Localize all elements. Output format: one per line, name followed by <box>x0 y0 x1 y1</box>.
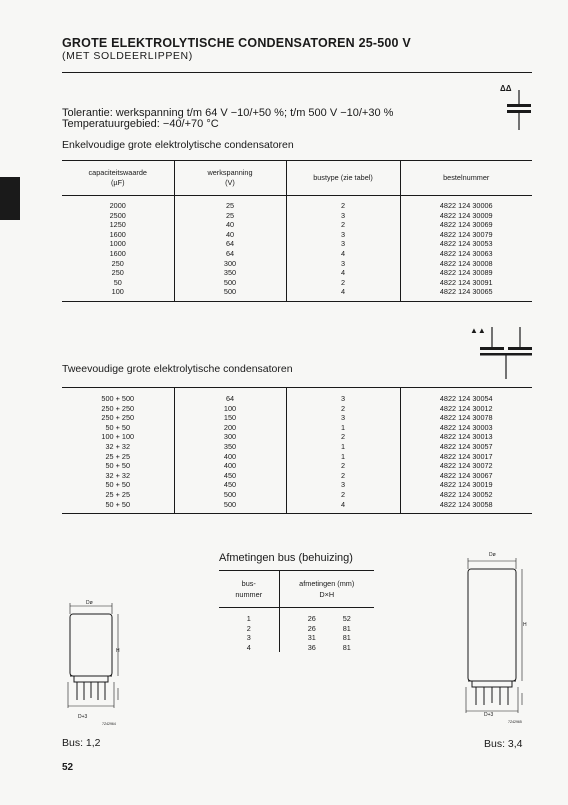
table-cell: 300 <box>174 432 286 442</box>
table-row <box>62 490 532 500</box>
table-cell: 64 <box>174 249 286 259</box>
table-cell: 2 <box>286 278 400 288</box>
table-cell: 50 + 50 <box>105 461 131 471</box>
table-cell: 350 <box>174 268 286 278</box>
table-row <box>62 480 532 490</box>
left-bus-label: Bus: 1,2 <box>62 737 101 749</box>
right-drawing-code: 7Z42965 <box>508 720 522 724</box>
table-row <box>219 624 374 634</box>
table-cell <box>279 643 374 653</box>
section-tab-marker <box>0 177 20 220</box>
table-row <box>62 239 532 249</box>
table-cell: 50 + 50 <box>105 499 131 509</box>
double-polarity-marks: ▲▲ <box>470 326 486 335</box>
table-cell: 3 <box>286 230 400 240</box>
col-busnumber: bus- nummer <box>219 571 279 608</box>
dim-h: 81 <box>342 633 351 643</box>
table-cell: 2 <box>286 404 400 414</box>
table-cell: 2 <box>286 196 400 211</box>
table-cell: 32 + 32 <box>105 441 131 451</box>
table-row <box>219 643 374 653</box>
table-row <box>62 268 532 278</box>
table-cell: 500 + 500 <box>101 394 135 403</box>
table-cell: 4822 124 30058 <box>400 500 532 514</box>
left-d-label: Dø <box>86 600 93 606</box>
table-cell: 3 <box>246 633 251 643</box>
table-cell: 50 + 50 <box>105 422 131 432</box>
table-cell: 250 <box>111 268 124 278</box>
table-cell: 4 <box>286 249 400 259</box>
col-dimensions: afmetingen (mm) D×H <box>279 571 374 608</box>
table-cell: 250 + 250 <box>101 403 135 413</box>
table-cell: 500 <box>174 500 286 514</box>
single-capacitor-table <box>62 160 532 302</box>
table-cell: 1000 <box>109 239 126 249</box>
double-capacitor-table <box>62 387 532 514</box>
table-cell: 100 <box>111 287 124 297</box>
table-row <box>62 500 532 514</box>
table-cell: 40 <box>174 230 286 240</box>
table-cell: 250 + 250 <box>101 413 135 423</box>
table-cell: 50 <box>113 277 122 287</box>
right-bus-label: Bus: 3,4 <box>484 738 523 750</box>
table-cell: 4822 124 30069 <box>400 220 532 230</box>
table-cell: 1600 <box>109 229 126 239</box>
table-row <box>62 404 532 414</box>
table-cell: 64 <box>174 239 286 249</box>
table-cell: 4822 124 30067 <box>400 471 532 481</box>
table-row <box>62 287 532 301</box>
table-row <box>62 278 532 288</box>
table-cell: 4822 124 30079 <box>400 230 532 240</box>
page-subtitle: (MET SOLDEERLIPPEN) <box>62 50 193 62</box>
left-h-label: H <box>116 648 120 654</box>
table-row <box>62 388 532 404</box>
table-cell: 4 <box>246 642 251 652</box>
table-cell: 450 <box>174 480 286 490</box>
tolerance-spec: Tolerantie: werkspanning t/m 64 V −10/+50 %; t/m 500 V −10/+30 % <box>62 107 394 119</box>
table-cell: 4822 124 30017 <box>400 452 532 462</box>
right-h-label: H <box>523 622 527 628</box>
table-cell: 1250 <box>109 220 126 230</box>
temperature-spec: Temperatuurgebied: −40/+70 °C <box>62 118 219 130</box>
table-row <box>219 633 374 643</box>
table-cell: 450 <box>174 471 286 481</box>
table-cell: 4822 124 30013 <box>400 432 532 442</box>
dimensions-title: Afmetingen bus (behuizing) <box>219 552 353 564</box>
table-cell: 4822 124 30009 <box>400 211 532 221</box>
table-cell: 50 + 50 <box>105 480 131 490</box>
page-title: GROTE ELEKTROLYTISCHE CONDENSATOREN 25-500 V <box>62 36 411 50</box>
double-section-title: Tweevoudige grote elektrolytische condensatoren <box>62 363 293 375</box>
dim-h: 81 <box>342 642 351 652</box>
table-row <box>219 608 374 624</box>
table-cell: 2 <box>286 490 400 500</box>
table-cell: 25 <box>174 196 286 211</box>
table-cell: 4822 124 30063 <box>400 249 532 259</box>
table-cell: 4 <box>286 500 400 514</box>
table-row <box>62 220 532 230</box>
single-capacitor-symbol-icon <box>505 90 535 130</box>
table-row <box>62 452 532 462</box>
table-cell: 500 <box>174 278 286 288</box>
dim-h: 52 <box>342 614 351 623</box>
dim-h: 81 <box>342 623 351 633</box>
bus-3-4-drawing <box>462 555 542 735</box>
double-capacitor-symbol-icon <box>478 327 534 379</box>
table-row <box>62 230 532 240</box>
table-cell <box>279 624 374 634</box>
table-cell: 500 <box>174 287 286 301</box>
table-cell: 4 <box>286 268 400 278</box>
table-cell: 4822 124 30089 <box>400 268 532 278</box>
table-cell: 25 <box>174 211 286 221</box>
table-cell: 4822 124 30065 <box>400 287 532 301</box>
col-capacity: capaciteitswaarde (µF) <box>62 161 174 196</box>
table-row <box>62 432 532 442</box>
table-cell: 3 <box>286 211 400 221</box>
table-cell: 4822 124 30057 <box>400 442 532 452</box>
right-d3-label: D+3 <box>484 712 494 718</box>
table-cell: 3 <box>286 239 400 249</box>
table-row <box>62 211 532 221</box>
col-bustype: bustype (zie tabel) <box>286 161 400 196</box>
table-cell: 4822 124 30053 <box>400 239 532 249</box>
table-row <box>62 461 532 471</box>
table-cell: 1600 <box>109 248 126 258</box>
table-cell: 2 <box>286 432 400 442</box>
table-cell: 400 <box>174 461 286 471</box>
left-drawing-code: 7Z42964 <box>102 722 116 726</box>
left-d3-label: D+3 <box>78 714 88 720</box>
table-cell: 3 <box>286 259 400 269</box>
title-divider <box>62 72 532 73</box>
table-cell: 500 <box>174 490 286 500</box>
table-cell: 1 <box>286 442 400 452</box>
table-cell: 4822 124 30019 <box>400 480 532 490</box>
table-cell: 25 + 25 <box>105 489 131 499</box>
right-d-label: Dø <box>489 552 496 558</box>
table-cell: 4822 124 30052 <box>400 490 532 500</box>
table-cell: 4822 124 30012 <box>400 404 532 414</box>
table-cell: 3 <box>286 388 400 404</box>
table-cell: 350 <box>174 442 286 452</box>
table-cell: 2000 <box>109 201 126 210</box>
table-cell: 4822 124 30091 <box>400 278 532 288</box>
table-cell: 4 <box>286 287 400 301</box>
table-cell: 300 <box>174 259 286 269</box>
table-cell: 4822 124 30006 <box>400 196 532 211</box>
table-cell: 4822 124 30003 <box>400 423 532 433</box>
table-row <box>62 471 532 481</box>
table-cell: 1 <box>286 423 400 433</box>
table-cell: 1 <box>286 452 400 462</box>
table-cell: 150 <box>174 413 286 423</box>
table-cell: 100 + 100 <box>101 432 135 442</box>
table-cell: 2 <box>286 471 400 481</box>
table-cell: 40 <box>174 220 286 230</box>
page-number: 52 <box>62 762 74 773</box>
table-cell: 64 <box>174 388 286 404</box>
table-cell: 4822 124 30072 <box>400 461 532 471</box>
table-cell: 200 <box>174 423 286 433</box>
table-cell: 32 + 32 <box>105 470 131 480</box>
dim-d: 31 <box>307 633 316 643</box>
table-cell: 400 <box>174 452 286 462</box>
table-cell: 4822 124 30008 <box>400 259 532 269</box>
single-section-title: Enkelvoudige grote elektrolytische condensatoren <box>62 139 294 151</box>
table-cell: 4822 124 30054 <box>400 388 532 404</box>
table-row <box>62 196 532 211</box>
polarity-marks: ΔΔ <box>500 84 512 93</box>
bus-1-2-drawing <box>62 598 142 738</box>
table-cell <box>279 633 374 643</box>
table-cell: 3 <box>286 413 400 423</box>
table-cell: 2 <box>246 623 251 633</box>
table-row <box>62 249 532 259</box>
table-row <box>62 423 532 433</box>
table-cell <box>279 608 374 624</box>
table-cell: 2 <box>286 220 400 230</box>
table-cell: 25 + 25 <box>105 451 131 461</box>
table-cell: 250 <box>111 258 124 268</box>
table-row <box>62 413 532 423</box>
table-cell: 2500 <box>109 210 126 220</box>
table-row <box>62 442 532 452</box>
table-cell: 4822 124 30078 <box>400 413 532 423</box>
dimensions-table <box>219 570 374 652</box>
table-cell: 1 <box>246 614 251 623</box>
dim-d: 36 <box>307 642 316 652</box>
col-voltage: werkspanning (V) <box>174 161 286 196</box>
table-cell: 2 <box>286 461 400 471</box>
dim-d: 26 <box>307 623 316 633</box>
dim-d: 26 <box>307 614 316 623</box>
table-cell: 100 <box>174 404 286 414</box>
table-row <box>62 259 532 269</box>
table-cell: 3 <box>286 480 400 490</box>
col-ordernumber: bestelnummer <box>400 161 532 196</box>
